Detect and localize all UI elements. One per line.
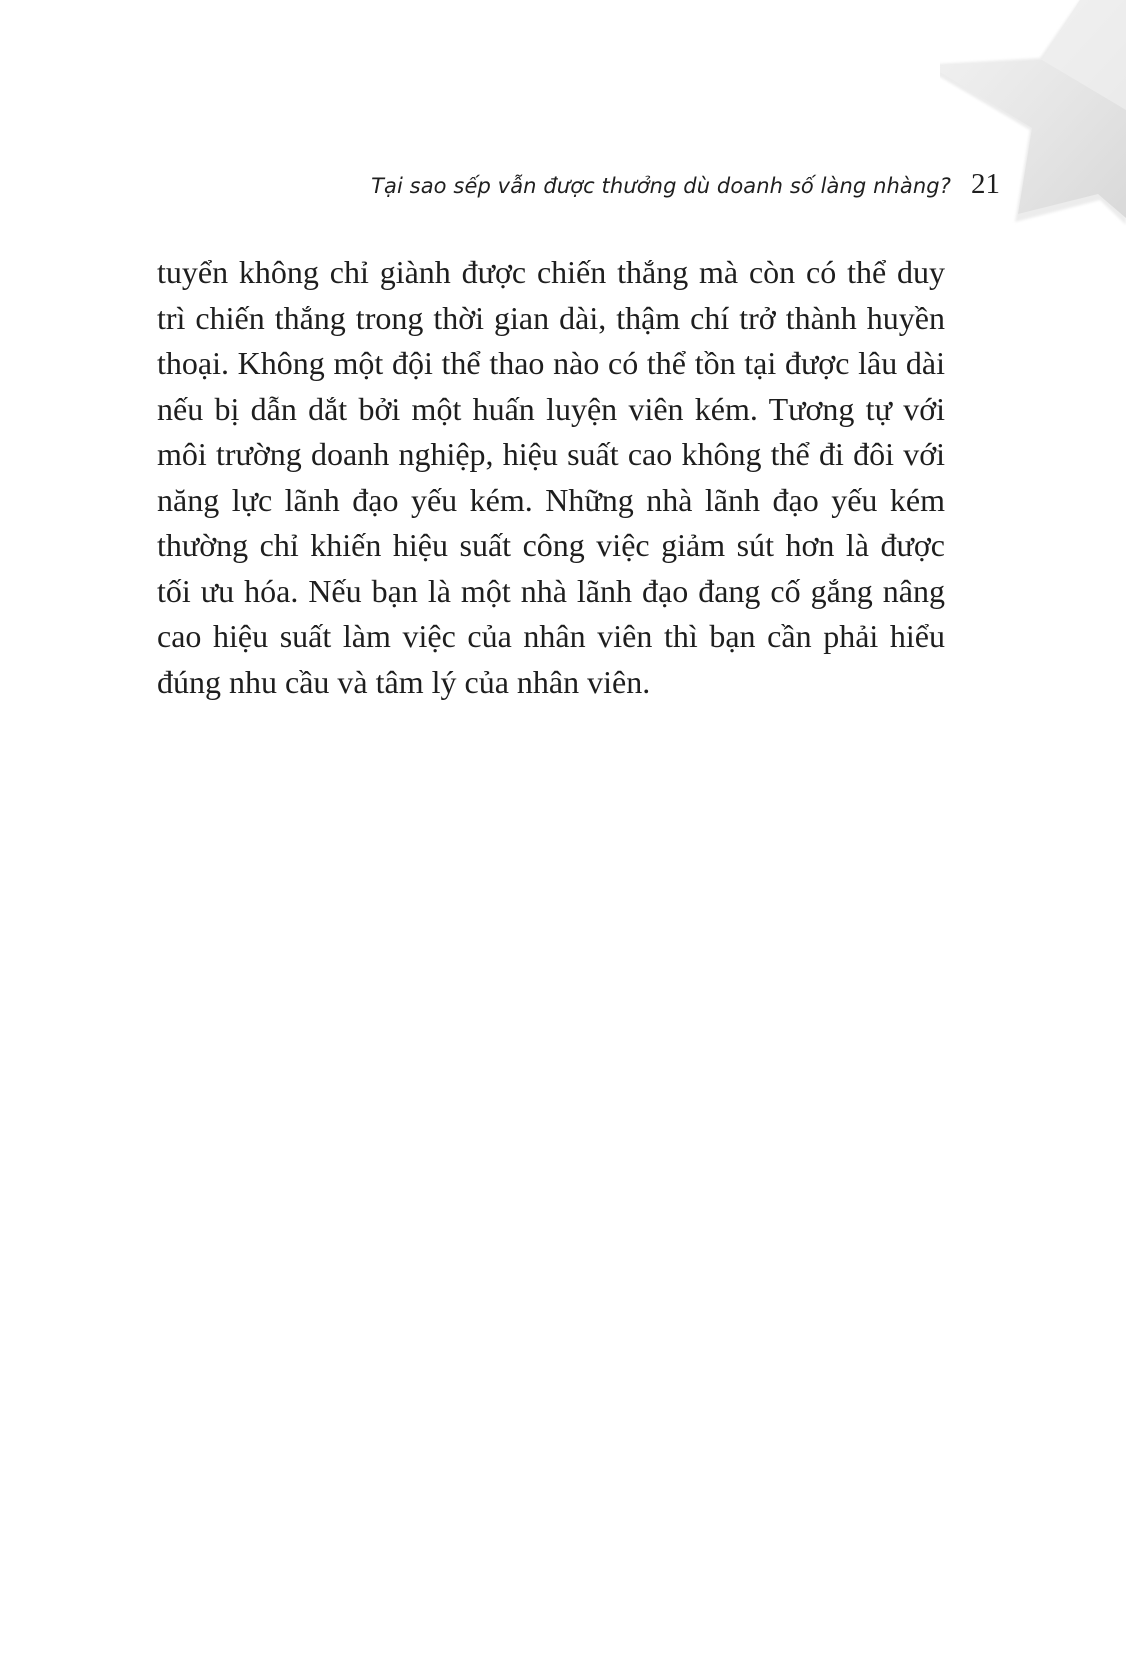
page-number: 21 (971, 168, 1000, 200)
star-icon (940, 0, 1126, 250)
text-line: thoại. Không một đội thể thao nào có thể tồn tại được lâu dài (157, 345, 945, 381)
running-header (300, 168, 1000, 208)
text-line: tối ưu hóa. Nếu bạn là một nhà lãnh đạo đang cố gắng nâng (157, 572, 945, 609)
text-line: tuyển không chỉ giành được chiến thắng mà còn có thể duy (157, 254, 945, 290)
text-line: đúng nhu cầu và tâm lý của nhân viên. (157, 663, 651, 700)
text-line: năng lực lãnh đạo yếu kém. Những nhà lãnh đạo yếu kém (157, 481, 945, 518)
text-line: môi trường doanh nghiệp, hiệu suất cao không thể đi đôi với (157, 436, 945, 472)
chapter-title: Tại sao sếp vẫn được thưởng dù doanh số làng nhàng? (371, 174, 951, 198)
text-line: trì chiến thắng trong thời gian dài, thậm chí trở thành huyền (157, 299, 945, 336)
text-line: cao hiệu suất làm việc của nhân viên thì bạn cần phải hiểu (157, 618, 945, 654)
text-line: thường chỉ khiến hiệu suất công việc giảm sút hơn là được (157, 527, 945, 563)
text-line: nếu bị dẫn dắt bởi một huấn luyện viên kém. Tương tự với (157, 390, 945, 427)
body-paragraph (157, 250, 945, 705)
